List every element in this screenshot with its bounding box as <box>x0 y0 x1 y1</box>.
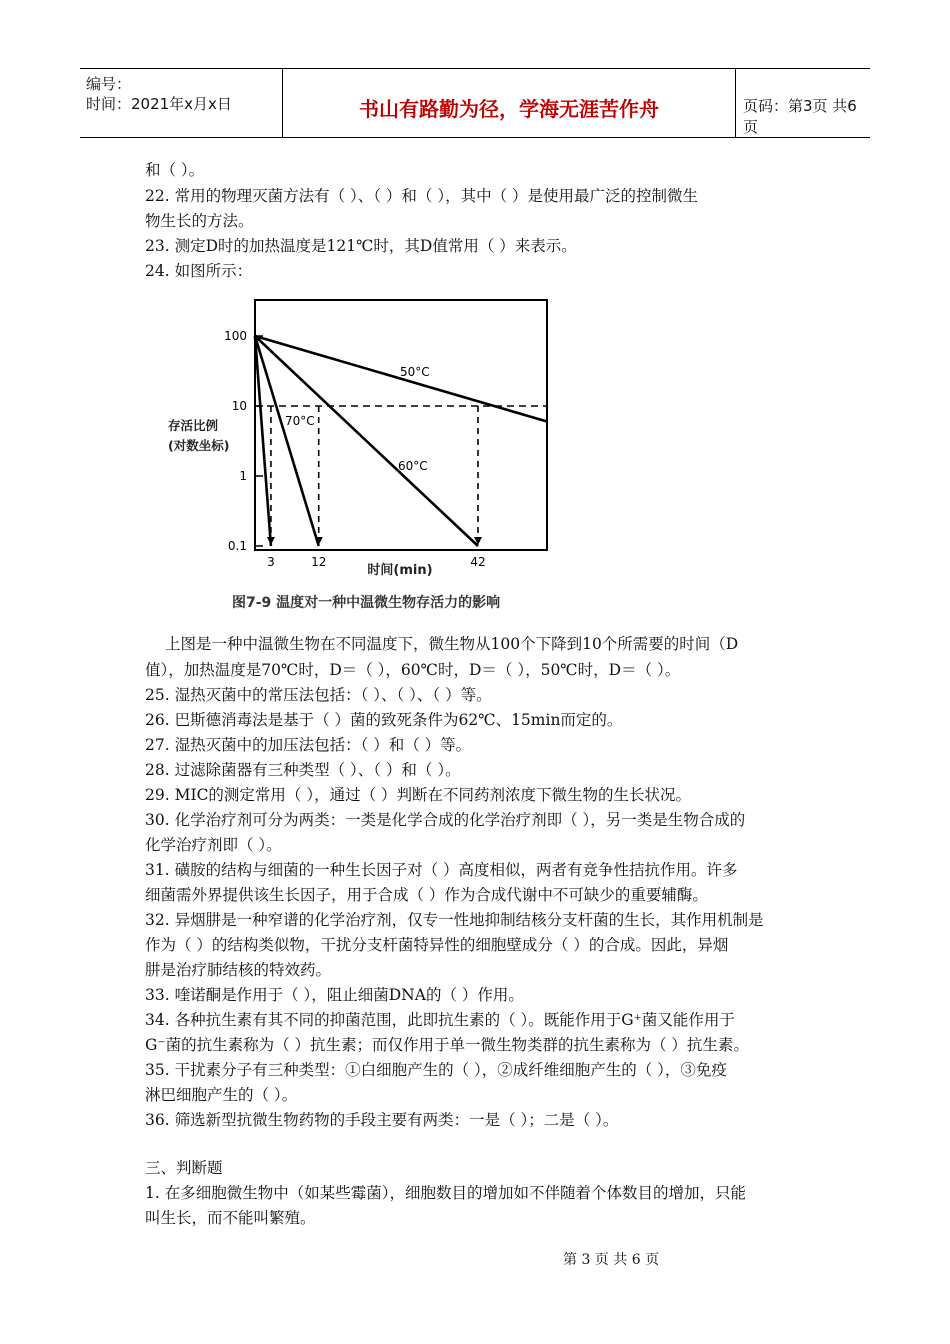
text-line: 1. 在多细胞微生物中（如某些霉菌），细胞数目的增加如不伴随着个体数目的增加，只能 <box>145 1184 746 1202</box>
text-line: 23. 测定D时的加热温度是121℃时，其D值常用（ ）来表示。 <box>145 237 577 255</box>
text-line: 26. 巴斯德消毒法是基于（ ）菌的致死条件为62℃、15min而定的。 <box>145 711 623 729</box>
y-axis-label-line2: (对数坐标) <box>168 438 230 453</box>
text-line: 叫生长，而不能叫繁殖。 <box>145 1209 316 1227</box>
text-line: 上图是一种中温微生物在不同温度下，微生物从100个下降到10个所需要的时间（D <box>165 635 739 653</box>
survival-chart <box>160 290 580 620</box>
section-heading: 三、判断题 <box>145 1159 223 1177</box>
y-axis-label-line1: 存活比例 <box>168 418 219 433</box>
header-number-label: 编号： <box>86 75 132 93</box>
page-header <box>80 68 870 138</box>
text-line: 24. 如图所示： <box>145 262 253 280</box>
header-motto: 书山有路勤为径，学海无涯苦作舟 <box>359 97 659 121</box>
x-axis-label: 时间(min) <box>367 563 433 578</box>
y-tick-label: 10 <box>231 399 247 413</box>
text-line: 34. 各种抗生素有其不同的抑菌范围，此即抗生素的（ ）。既能作用于G⁺菌又能作用于 <box>145 1011 735 1029</box>
y-tick-label: 1 <box>239 469 247 483</box>
x-tick-label: 3 <box>267 555 275 569</box>
text-line: 细菌需外界提供该生长因子，用于合成（ ）作为合成代谢中不可缺少的重要辅酶。 <box>145 886 708 904</box>
x-tick-label: 12 <box>311 555 327 569</box>
survival-chart-svg <box>160 290 580 620</box>
y-tick-label: 0.1 <box>227 539 247 553</box>
header-right-cell <box>735 69 870 137</box>
series-label: 60°C <box>398 459 428 473</box>
page-footer: 第 3 页 共 6 页 <box>563 1252 660 1268</box>
text-line: 物生长的方法。 <box>145 212 254 230</box>
text-line: 肼是治疗肺结核的特效药。 <box>145 961 332 979</box>
text-line: 36. 筛选新型抗微生物药物的手段主要有两类：一是（ ）；二是（ ）。 <box>145 1111 619 1129</box>
figure-caption: 图7-9 温度对一种中温微生物存活力的影响 <box>232 595 501 611</box>
series-line <box>255 336 271 546</box>
text-line: 33. 喹诺酮是作用于（ ），阻止细菌DNA的（ ）作用。 <box>145 986 524 1004</box>
header-center-cell <box>282 69 736 137</box>
header-page-label: 页码：第3页 共6页 <box>743 97 857 136</box>
text-line: 35. 干扰素分子有三种类型：①白细胞产生的（ ），②成纤维细胞产生的（ ），③免疫 <box>145 1061 727 1079</box>
text-line: 31. 磺胺的结构与细菌的一种生长因子对（ ）高度相似，两者有竞争性拮抗作用。许多 <box>145 861 738 879</box>
series-label: 50°C <box>400 365 430 379</box>
header-time-label: 时间：2021年x月x日 <box>86 95 232 113</box>
text-line: 作为（ ）的结构类似物，干扰分支杆菌特异性的细胞壁成分（ ）的合成。因此，异烟 <box>145 936 729 954</box>
text-line: 32. 异烟肼是一种窄谱的化学治疗剂，仅专一性地抑制结核分支杆菌的生长，其作用机制是 <box>145 911 764 929</box>
text-line: 化学治疗剂即（ ）。 <box>145 836 282 854</box>
text-line: 30. 化学治疗剂可分为两类：一类是化学合成的化学治疗剂即（ ），另一类是生物合成的 <box>145 811 746 829</box>
text-line: 22. 常用的物理灭菌方法有（ ）、（ ）和（ ），其中（ ）是使用最广泛的控制微生 <box>145 187 699 205</box>
text-line: 值），加热温度是70℃时，D＝（ ），60℃时，D＝（ ），50℃时，D＝（ ）。 <box>145 661 681 679</box>
text-line: 25. 湿热灭菌中的常压法包括：（ ）、（ ）、（ ）等。 <box>145 686 492 704</box>
header-left-cell <box>80 69 282 137</box>
series-label: 70°C <box>285 414 315 428</box>
text-line: 和（ ）。 <box>145 161 205 179</box>
text-line: 27. 湿热灭菌中的加压法包括：（ ）和（ ）等。 <box>145 736 472 754</box>
text-line: 淋巴细胞产生的（ ）。 <box>145 1086 298 1104</box>
text-line: 28. 过滤除菌器有三种类型（ ）、（ ）和（ ）。 <box>145 761 461 779</box>
text-line: G⁻菌的抗生素称为（ ）抗生素；而仅作用于单一微生物类群的抗生素称为（ ）抗生素。 <box>145 1036 749 1054</box>
text-line: 29. MIC的测定常用（ ），通过（ ）判断在不同药剂浓度下微生物的生长状况。 <box>145 786 692 804</box>
y-tick-label: 100 <box>224 329 247 343</box>
x-tick-label: 42 <box>470 555 486 569</box>
